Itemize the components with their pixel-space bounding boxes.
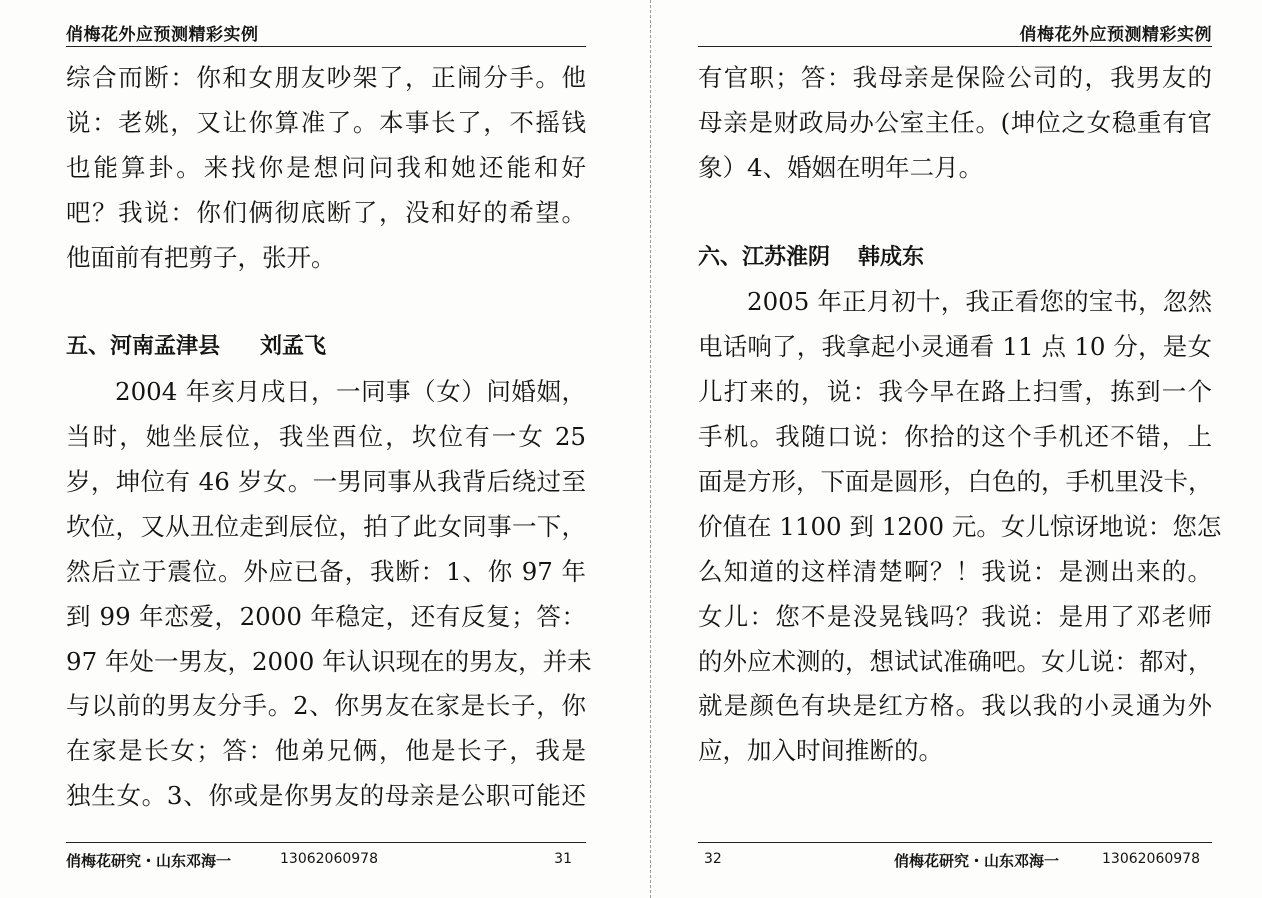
left-running-head: 俏梅花外应预测精彩实例 xyxy=(66,25,259,45)
section-author: 韩成东 xyxy=(858,244,925,270)
page-number: 32 xyxy=(704,851,722,867)
text-line: 么知道的这样清楚啊？！我说：是测出来的。 xyxy=(698,556,1212,586)
section-heading-6 xyxy=(698,236,1212,281)
text-line: 女儿：您不是没晃钱吗？我说：是用了邓老师 xyxy=(698,601,1212,631)
text-line: 他面前有把剪子，张开。 xyxy=(66,242,336,272)
footer-phone: 13062060978 xyxy=(280,851,378,867)
text-line: 说：老姚，又让你算准了。本事长了，不摇钱 xyxy=(66,107,586,137)
text-line: 应，加入时间推断的。 xyxy=(698,736,943,766)
text-line: 在家是长女；答：他弟兄俩，他是长子，我是 xyxy=(66,736,586,766)
text-line: 价值在 1100 到 1200 元。女儿惊讶地说：您怎 xyxy=(698,511,1222,541)
right-footer-rule xyxy=(698,842,1212,843)
right-page xyxy=(698,0,1222,898)
left-page xyxy=(66,0,592,898)
right-running-head: 俏梅花外应预测精彩实例 xyxy=(1019,25,1212,45)
right-footer xyxy=(698,850,1212,874)
section-title: 六、江苏淮阴 xyxy=(698,244,831,270)
text-line: 与以前的男友分手。2、你男友在家是长子，你 xyxy=(66,691,586,721)
text-line: 97 年处一男友，2000 年认识现在的男友，并未 xyxy=(66,646,592,676)
text-line: 母亲是财政局办公室主任。(坤位之女稳重有官 xyxy=(698,107,1212,137)
text-line: 2004 年亥月戌日，一同事（女）问婚姻， xyxy=(115,377,586,407)
paragraph-gap xyxy=(698,191,1212,236)
right-header-rule xyxy=(698,46,1212,47)
left-footer xyxy=(66,850,586,874)
text-line: 坎位，又从丑位走到辰位，拍了此女同事一下， xyxy=(66,511,586,541)
text-line: 也能算卦。来找你是想问问我和她还能和好 xyxy=(66,152,586,182)
left-footer-rule xyxy=(66,842,586,843)
left-body-text xyxy=(66,56,592,819)
text-line: 电话响了，我拿起小灵通看 11 点 10 分，是女 xyxy=(698,332,1212,362)
page-number: 31 xyxy=(554,851,572,867)
text-line: 手机。我随口说：你拾的这个手机还不错，上 xyxy=(698,422,1212,452)
section-title: 五、河南孟津县 xyxy=(66,334,221,360)
text-line: 然后立于震位。外应已备，我断：1、你 97 年 xyxy=(66,556,586,586)
text-line: 独生女。3、你或是你男友的母亲是公职可能还 xyxy=(66,781,586,811)
footer-brand: 俏梅花研究・山东邓海一 xyxy=(66,852,232,870)
footer-brand: 俏梅花研究・山东邓海一 xyxy=(894,852,1060,870)
text-line: 儿打来的，说：我今早在路上扫雪，拣到一个 xyxy=(698,377,1212,407)
text-line: 象）4、婚姻在明年二月。 xyxy=(698,152,984,182)
text-line: 面是方形，下面是圆形，白色的，手机里没卡， xyxy=(698,467,1213,497)
right-body-text xyxy=(698,56,1222,774)
text-line: 当时，她坐辰位，我坐酉位，坎位有一女 25 xyxy=(66,422,586,452)
text-line: 就是颜色有块是红方格。我以我的小灵通为外 xyxy=(698,691,1212,721)
text-line: 综合而断：你和女朋友吵架了，正闹分手。他 xyxy=(66,63,586,92)
paragraph-gap xyxy=(66,280,586,325)
text-line: 的外应术测的，想试试准确吧。女儿说：都对， xyxy=(698,646,1213,676)
text-line: 2005 年正月初十，我正看您的宝书，忽然 xyxy=(747,287,1212,317)
section-author: 刘孟飞 xyxy=(260,334,327,360)
section-heading-5 xyxy=(66,325,586,370)
footer-phone: 13062060978 xyxy=(1102,851,1200,867)
text-line: 吧？我说：你们俩彻底断了，没和好的希望。 xyxy=(66,197,586,227)
left-header-rule xyxy=(66,46,586,47)
text-line: 到 99 年恋爱，2000 年稳定，还有反复；答： xyxy=(66,601,586,631)
text-line: 有官职；答：我母亲是保险公司的，我男友的 xyxy=(698,63,1212,92)
page-gutter xyxy=(650,0,651,898)
text-line: 岁，坤位有 46 岁女。一男同事从我背后绕过至 xyxy=(66,467,586,497)
